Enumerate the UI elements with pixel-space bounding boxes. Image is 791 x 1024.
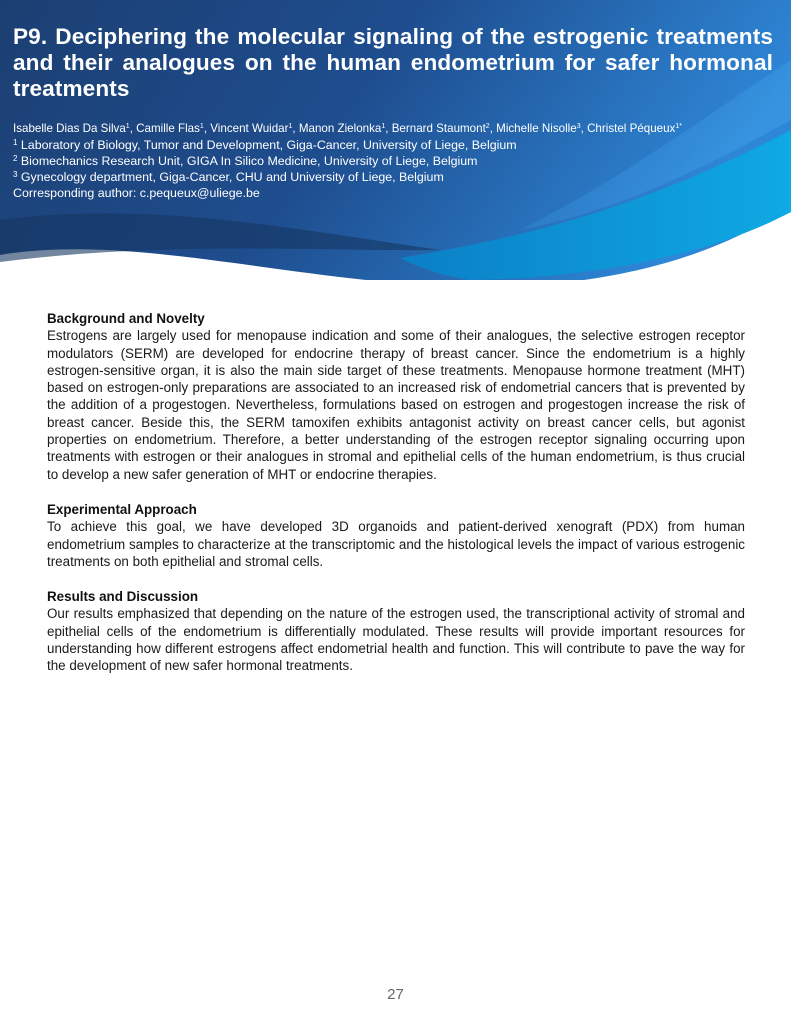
author-list <box>13 121 773 201</box>
author-name: Michelle Nisolle <box>496 122 577 135</box>
author-affiliation-sup: 1 <box>199 123 204 130</box>
author-affiliation-sup: 3 <box>576 123 581 130</box>
author-name: Vincent Wuidar <box>210 122 289 135</box>
author-name: Isabelle Dias Da Silva <box>13 122 126 135</box>
author-affiliation-sup: 2 <box>485 123 490 130</box>
author-affiliation-sup: 1* <box>675 123 682 130</box>
page-number: 27 <box>387 986 404 1003</box>
section-text: To achieve this goal, we have developed 3D organoids and patient-derived xenograft (PDX) from human endometrium samples to characterize at the transcriptomic and the histological levels the impact of various estrogenic treatments on both epithelial and stromal cells. <box>47 519 745 569</box>
author-line: Isabelle Dias Da Silva$^1$, Camille Flas$^1$, Vincent Wuidar$^1$, Manon Zielonka$^1$, Bernard Staumont$^2$, Michelle Nisolle$^3$, Christel Péqueux$^{1*}$ <box>13 122 682 135</box>
author-name: Camille Flas <box>136 122 200 135</box>
section-heading: Experimental Approach <box>47 501 197 517</box>
affiliation-1: $^1$ Laboratory of Biology, Tumor and Development, Giga-Cancer, University of Liege, Belgium <box>13 138 517 152</box>
author-name: Bernard Staumont <box>391 122 486 135</box>
section-background <box>47 310 745 483</box>
section-heading: Background and Novelty <box>47 311 205 326</box>
section-results <box>47 588 745 674</box>
author-name: Manon Zielonka <box>298 122 382 135</box>
abstract-body <box>47 310 745 693</box>
author-affiliation-sup: 1 <box>288 123 293 130</box>
corresponding-author: Corresponding author: c.pequeux@uliege.be <box>13 186 260 200</box>
affiliation-2: $^2$ Biomechanics Research Unit, GIGA In Silico Medicine, University of Liege, Belgium <box>13 154 478 168</box>
section-text: Our results emphasized that depending on the nature of the estrogen used, the transcriptional activity of stromal and epithelial cells of the endometrium is differentially modulated. These results will provide important resources for understanding how different estrogens affect endometrial health and function. This will contribute to pave the way for the development of new safer hormonal treatments. <box>47 606 745 674</box>
poster-header <box>13 24 773 201</box>
section-experimental-approach <box>47 501 745 570</box>
section-heading: Results and Discussion <box>47 589 199 605</box>
section-text: Estrogens are largely used for menopause indication and some of their analogues, the selective estrogen receptor modulators (SERM) are developed for endocrine therapy of breast cancer. Since the endometrium is a highly estrogen-sensitive organ, it is also the main side target of these treatments. Menopause hormone treatment (MHT) based on estrogen-only preparations are associated to an increased risk of endometrial cancers that is prevented by the addition of a progestogen. Nevertheless, formulations based on estrogen and progestogen increase the risk of breast cancer. Beside this, the SERM tamoxifen exhibits antagonist activity on breast cancer cells, but agonist properties on endometrium. Therefore, a better understanding of the estrogen receptor signaling occurring upon treatments with estrogen or their analogues in stromal and epithelial cells of the human endometrium, is thus crucial to develop a new safer generation of MHT or endocrine therapies. <box>47 328 745 482</box>
affiliation-3: $^3$ Gynecology department, Giga-Cancer, CHU and University of Liege, Belgium <box>13 170 444 184</box>
author-name: Christel Péqueux <box>587 122 676 135</box>
author-affiliation-sup: 1 <box>381 123 386 130</box>
author-affiliation-sup: 1 <box>125 123 130 130</box>
poster-title: P9. Deciphering the molecular signaling of the estrogenic treatments and their analogues on the human endometrium for safer hormonal treatments <box>13 24 773 101</box>
